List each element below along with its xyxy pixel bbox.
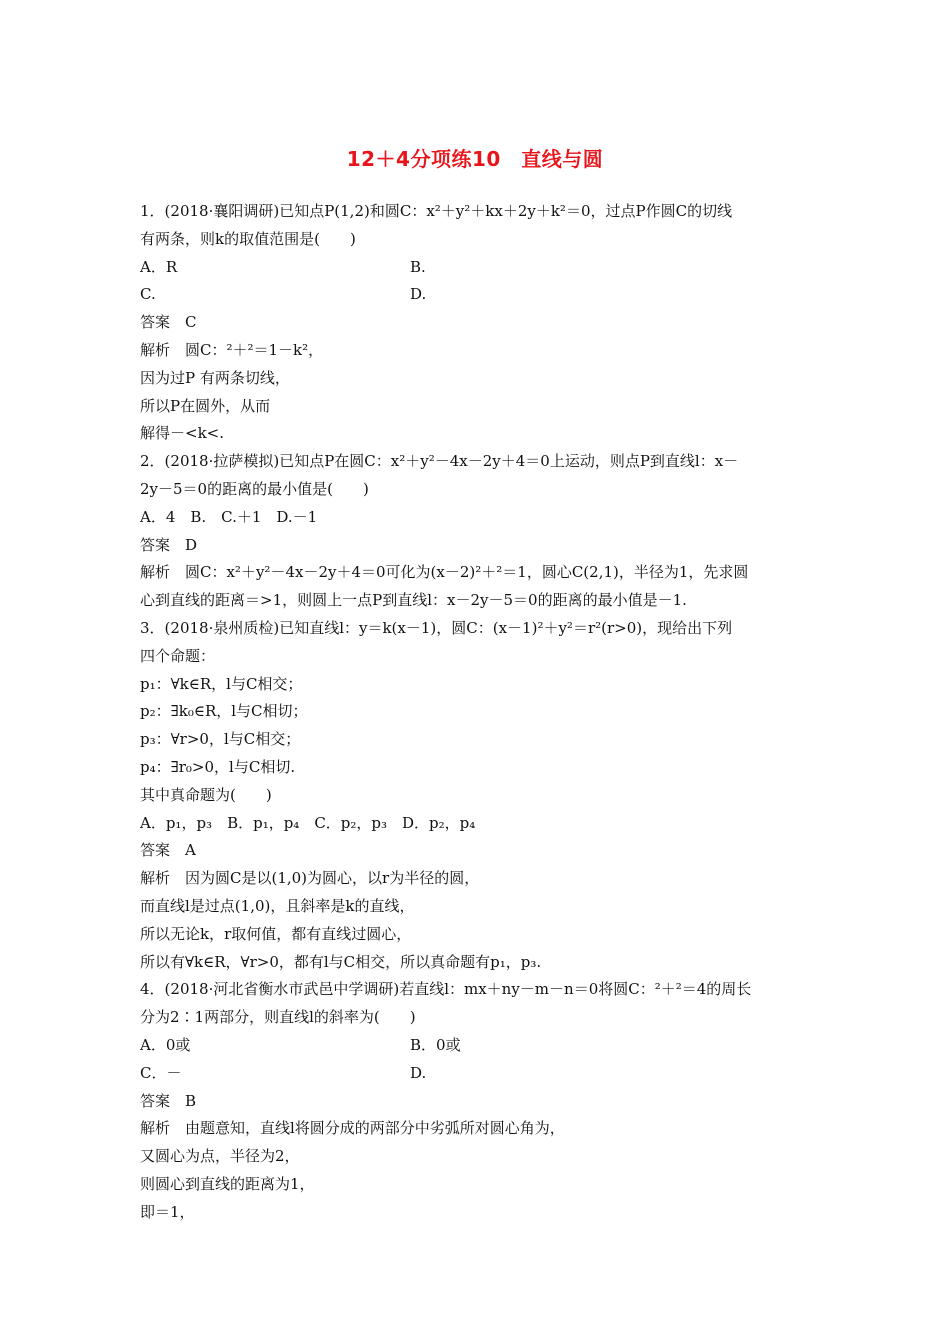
answer-line: 答案 C (140, 313, 197, 332)
text-line: 四个命题： (140, 646, 216, 665)
text-line: 解得－<k<. (140, 424, 224, 443)
options-line: A．p₁，p₃ B．p₁，p₄ C．p₂，p₃ D．p₂，p₄ (140, 813, 476, 832)
text-line: 有两条，则k的取值范围是( ) (140, 229, 356, 248)
option-row (140, 1032, 820, 1060)
text-line: 1．(2018·襄阳调研)已知点P(1,2)和圆C：x²＋y²＋kx＋2y＋k²＝0，过点P作圆C的切线 (140, 202, 733, 220)
text-line: 所以P在圆外，从而 (140, 396, 271, 415)
text-line: 所以无论k，r取何值，都有直线过圆心， (140, 924, 412, 943)
analysis-line: 解析 圆C：²＋²＝1－k²， (140, 340, 324, 359)
answer-line: 答案 B (140, 1091, 197, 1110)
option-c: C. (140, 285, 156, 304)
text-line: 即＝1， (140, 1202, 195, 1221)
analysis-line: 解析 因为圆C是以(1,0)为圆心，以r为半径的圆， (140, 869, 480, 888)
answer-line: 答案 D (140, 535, 198, 554)
option-row (140, 281, 820, 309)
page-title: 12＋4分项练10 直线与圆 (346, 147, 604, 171)
text-line: 因为过P 有两条切线， (140, 368, 290, 387)
option-b: B. (410, 257, 426, 276)
text-line: 心到直线的距离＝>1，则圆上一点P到直线l：x－2y－5＝0的距离的最小值是－1. (140, 591, 687, 610)
proposition-p1: p₁：∀k∈R，l与C相交； (140, 674, 303, 693)
proposition-p3: p₃：∀r>0，l与C相交； (140, 730, 301, 749)
proposition-p4: p₄：∃r₀>0，l与C相切. (140, 757, 296, 776)
text-line: 而直线l是过点(1,0)，且斜率是k的直线， (140, 896, 415, 915)
option-b: B．0或 (410, 1035, 461, 1054)
question-line: 3．(2018·泉州质检)已知直线l：y＝k(x－1)，圆C：(x－1)²＋y²＝r²(r>0)，现给出下列 (140, 618, 733, 637)
analysis-line: 解析 由题意知，直线l将圆分成的两部分中劣弧所对圆心角为， (140, 1119, 565, 1138)
option-row (140, 1060, 820, 1088)
text-line: 2y－5＝0的距离的最小值是( ) (140, 479, 369, 498)
text-line: 其中真命题为( ) (140, 785, 272, 804)
analysis-line: 解析 圆C：x²＋y²－4x－2y＋4＝0可化为(x－2)²＋²＝1，圆心C(2,1)，半径为1，先求圆 (140, 563, 749, 582)
option-d: D. (410, 285, 427, 304)
question-line: 2．(2018·拉萨模拟)已知点P在圆C：x²＋y²－4x－2y＋4＝0上运动，则点P到直线l：x－ (140, 452, 739, 471)
option-a: A．R (140, 257, 178, 276)
options-line: A．4 B. C.＋1 D.－1 (140, 507, 318, 526)
option-d: D. (410, 1063, 427, 1082)
document-body (140, 198, 820, 1226)
question-line: 4．(2018·河北省衡水市武邑中学调研)若直线l：mx＋ny－m－n＝0将圆C：²＋²＝4的周长 (140, 980, 752, 999)
option-c: C．－ (140, 1063, 182, 1082)
text-line: 分为2∶1两部分，则直线l的斜率为( ) (140, 1008, 416, 1027)
text-line: 则圆心到直线的距离为1， (140, 1174, 315, 1193)
option-a: A．0或 (140, 1035, 191, 1054)
proposition-p2: p₂：∃k₀∈R，l与C相切； (140, 702, 308, 721)
text-line: 又圆心为点，半径为2， (140, 1147, 300, 1166)
answer-line: 答案 A (140, 841, 196, 860)
text-line: 所以有∀k∈R，∀r>0，都有l与C相交，所以真命题有p₁，p₃. (140, 952, 542, 971)
option-row (140, 254, 820, 282)
